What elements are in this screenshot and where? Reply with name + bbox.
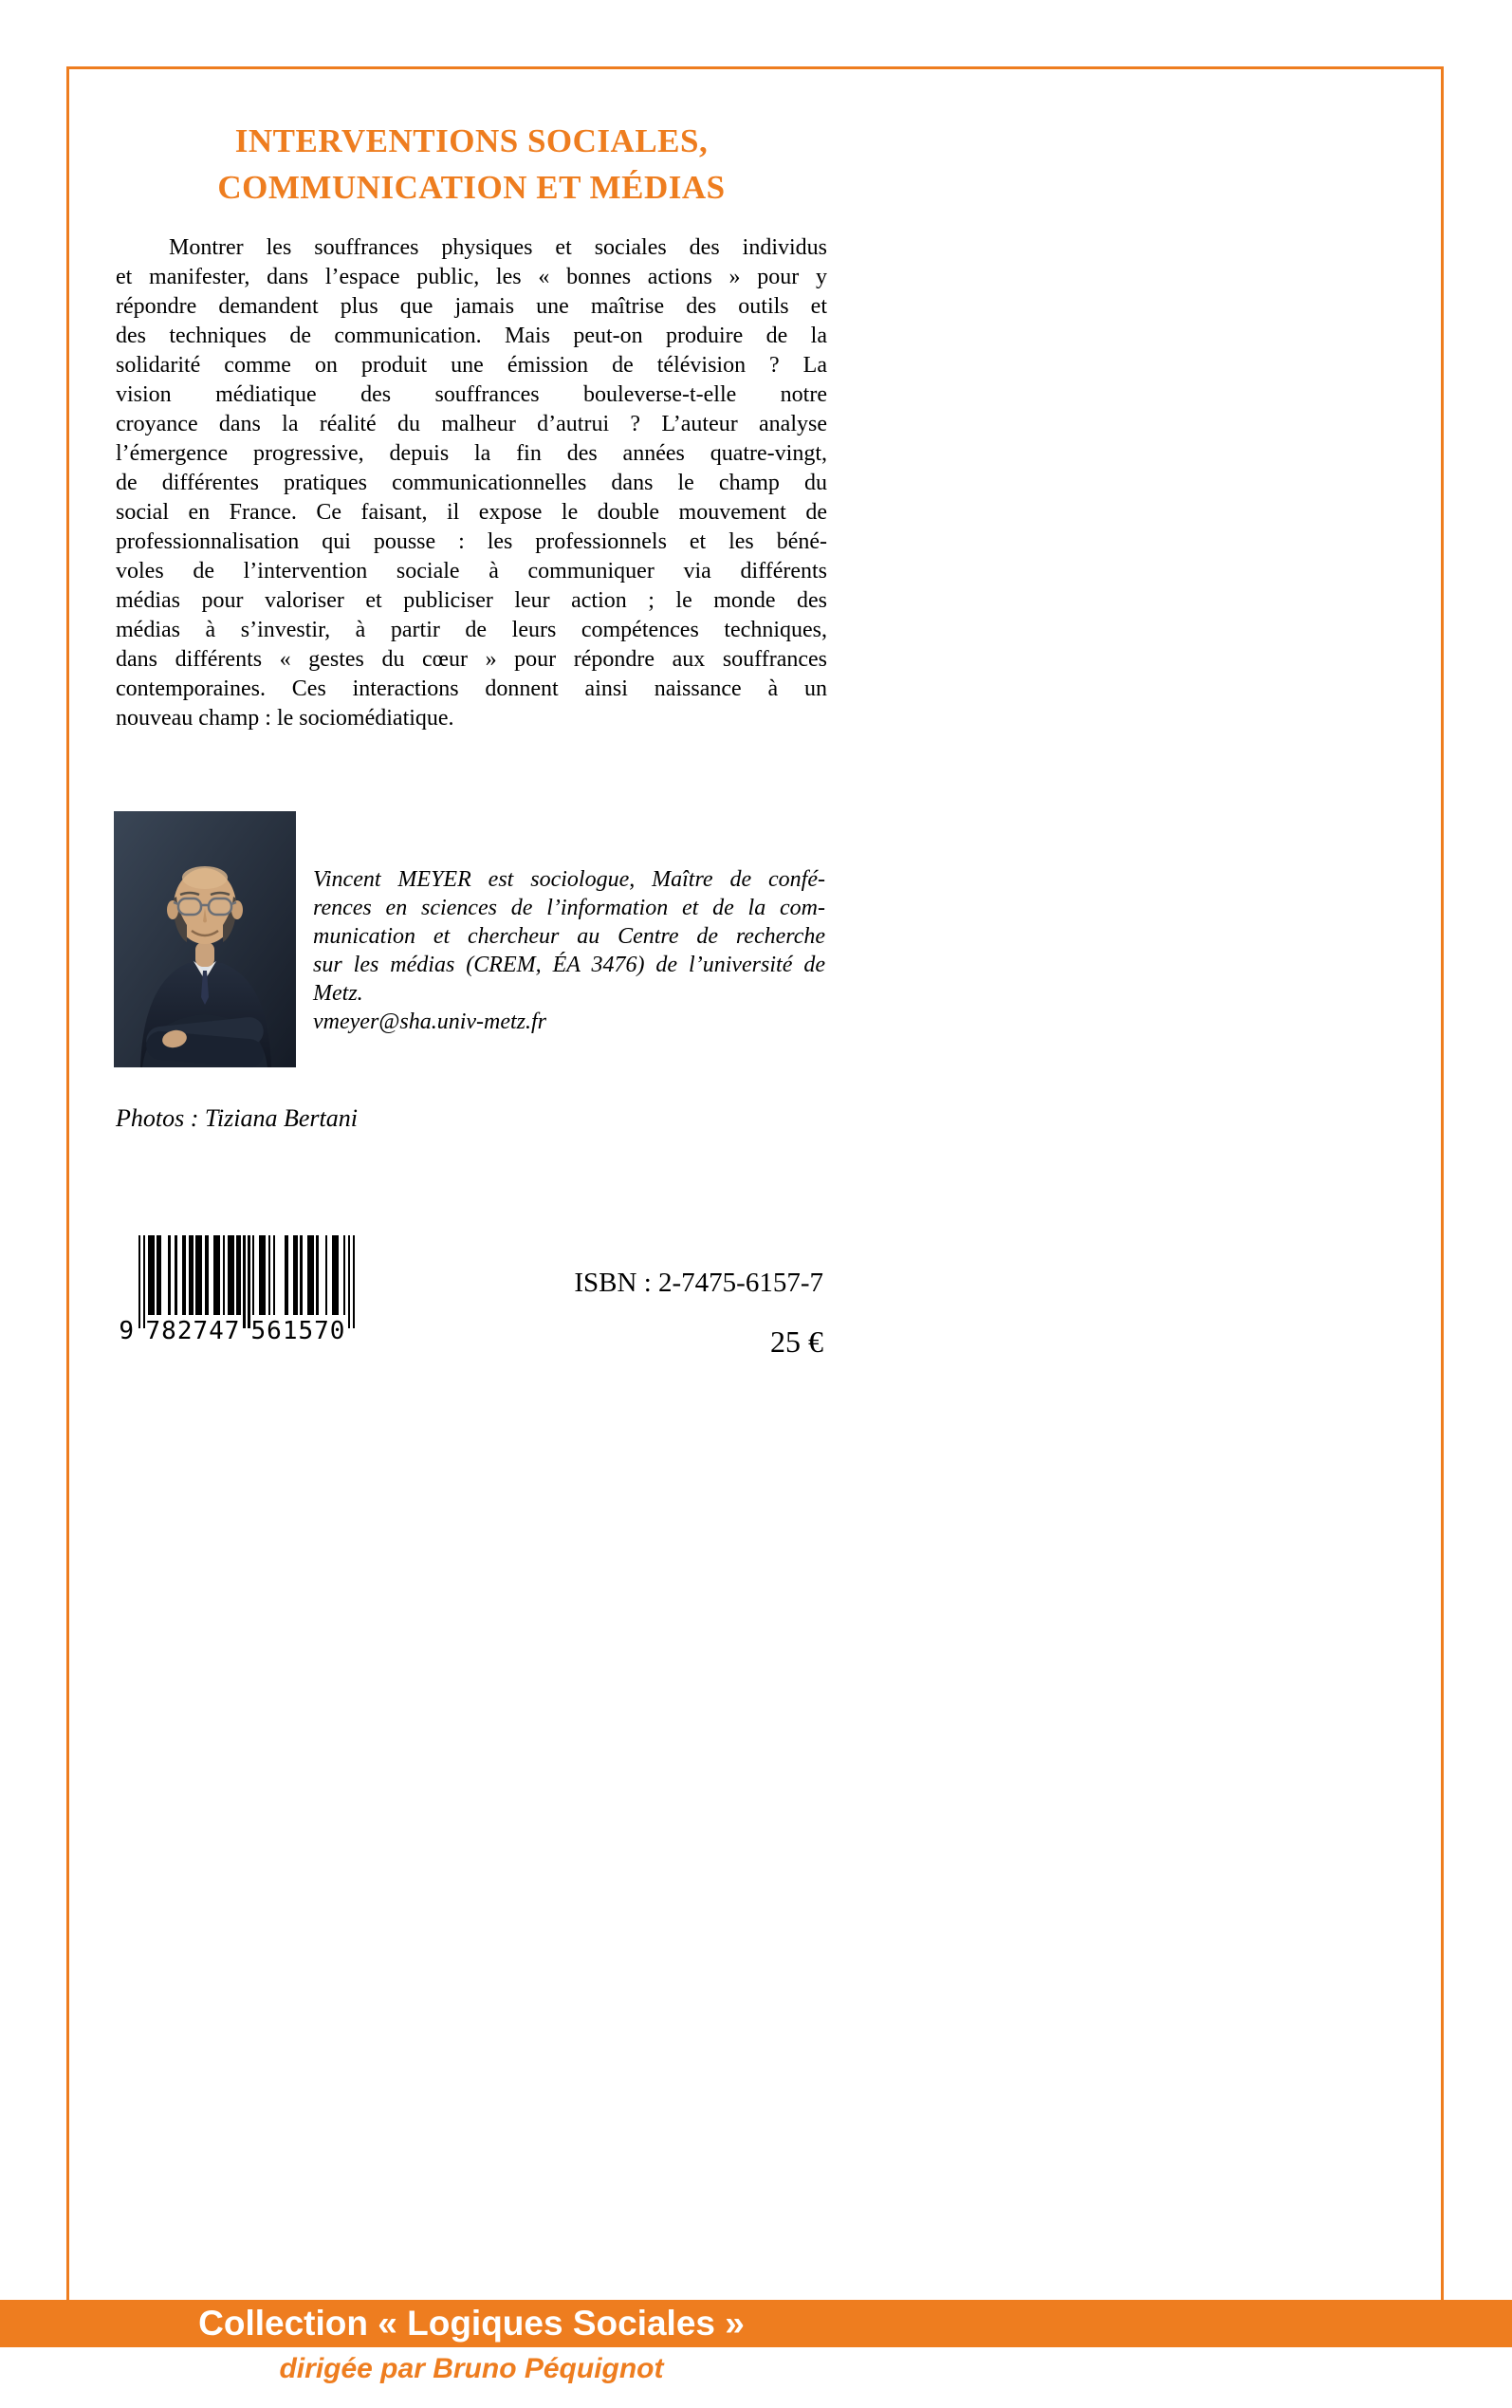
book-title bbox=[0, 118, 943, 211]
collection-banner bbox=[0, 2300, 1512, 2347]
author-email: vmeyer@sha.univ-metz.fr bbox=[313, 1010, 547, 1034]
photos-credit: Photos : Tiziana Bertani bbox=[116, 1104, 358, 1132]
synopsis-paragraph: Montrer les souffrances physiques et sociales des individus et manifester, dans l’espace public, les « bonnes actions » pour y répondre demandent plus que jamais une maîtrise des outils et des techniques de communication. Mais peut-on produire de la solidarité comme on produit une émission de télévision ? La vision médiatique des souffrances bouleverse-t-elle notre croyance dans la réalité du malheur d’autrui ? L’auteur analyse l’émergence progressive, depuis la fin des années quatre-vingt, de différentes pratiques communicationnelles dans le champ du social en France. Ce faisant, il expose le double mouvement de professionnalisation qui pousse : les professionnels et les béné- voles de l’intervention sociale à communiquer via différents médias pour valoriser et publiciser leur action ; le monde des médias à s’investir, à partir de leurs compétences techniques, dans différents « gestes du cœur » pour répondre aux souffrances contemporaines. Ces interactions donnent ainsi naissance à un nouveau champ : le sociomédiatique. bbox=[116, 235, 827, 731]
barcode-digits-right: 561570 bbox=[250, 1317, 346, 1345]
barcode-digits-left: 782747 bbox=[145, 1317, 241, 1345]
price-text: 25 € bbox=[770, 1324, 823, 1359]
author-bio-text: Vincent MEYER est sociologue, Maître de confé- rences en sciences de l’information et de la com- munication et chercheur au Centre de recherche sur les médias (CREM, ÉA 3476) de l’université de Metz. bbox=[313, 867, 825, 1006]
author-bio bbox=[313, 865, 825, 1036]
author-portrait-illustration bbox=[114, 811, 296, 1067]
isbn-text: ISBN : 2-7475-6157-7 bbox=[574, 1268, 823, 1298]
book-title-line1: INTERVENTIONS SOCIALES, bbox=[234, 122, 709, 159]
collection-director-credit: dirigée par Bruno Péquignot bbox=[279, 2353, 664, 2384]
collection-banner-label: Collection « Logiques Sociales » bbox=[198, 2304, 745, 2343]
ean-barcode bbox=[91, 1235, 376, 1354]
author-photo bbox=[114, 811, 296, 1067]
book-title-line2: COMMUNICATION ET MÉDIAS bbox=[217, 169, 726, 206]
barcode-bars bbox=[138, 1235, 355, 1328]
barcode-digit-first: 9 bbox=[119, 1317, 135, 1345]
